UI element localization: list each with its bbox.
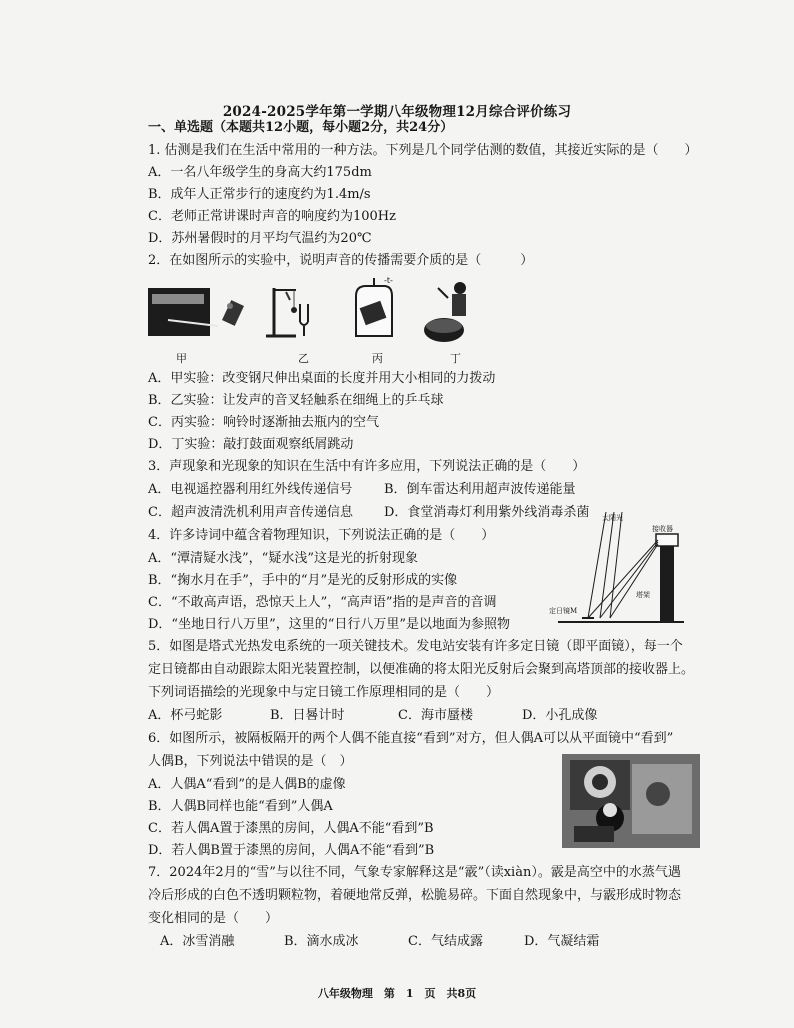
q3-stem: 3．声现象和光现象的知识在生活中有许多应用，下列说法正确的是（ ） — [148, 459, 586, 474]
q3-option-d: D．食堂消毒灯利用紫外线消毒杀菌 — [384, 505, 590, 520]
q2-label-yi: 乙 — [298, 352, 309, 365]
sun-label: 太阳光 — [602, 514, 623, 522]
drum-image — [424, 282, 466, 342]
bell-jar-image — [356, 276, 393, 336]
q7-option-b: B．滴水成冰 — [284, 934, 359, 949]
q7-stem-line3: 变化相同的是（ ） — [148, 911, 279, 926]
q5-option-a: A．杯弓蛇影 — [148, 708, 223, 723]
svg-text:-t-: -t- — [384, 276, 393, 285]
q1-stem: 1. 估测是我们在生活中常用的一种方法。下列是几个同学估测的数值，其接近实际的是（ ） — [148, 143, 698, 158]
q2-label-bing: 丙 — [372, 352, 383, 365]
mirror-label: 定日镜M — [549, 607, 578, 615]
q2-option-a: A．甲实验：改变钢尺伸出桌面的长度并用大小相同的力拨动 — [148, 371, 496, 386]
q5-option-d: D．小孔成像 — [522, 708, 598, 723]
page-title: 2024-2025学年第一学期八年级物理12月综合评价练习 — [222, 104, 572, 120]
q7-option-c: C．气结成露 — [408, 934, 483, 949]
q5-option-c: C．海市蜃楼 — [398, 708, 473, 723]
q3-option-b: B．倒车雷达利用超声波传递能量 — [384, 482, 576, 497]
q4-option-c: C．“不敢高声语，恐惊天上人”，“高声语”指的是声音的音调 — [148, 595, 497, 610]
page-footer: 八年级物理 第 1 页 共8页 — [317, 987, 477, 1000]
q4-option-b: B．“掬水月在手”，手中的“月”是光的反射形成的实像 — [148, 573, 458, 588]
q4-option-a: A．“潭清疑水浅”，“疑水浅”这是光的折射现象 — [148, 551, 418, 566]
tower-label: 塔架 — [636, 591, 650, 599]
q2-option-c: C．丙实验：响铃时逐渐抽去瓶内的空气 — [148, 415, 379, 430]
q7-stem-line1: 7．2024年2月的“雪”与以往不同，气象专家解释这是“霰”（读xiàn）。霰是高空中的水蒸气遇 — [148, 865, 681, 880]
ruler-experiment-image — [148, 288, 244, 336]
q7-option-a: A．冰雪消融 — [160, 934, 235, 949]
q5-option-b: B．日晷计时 — [270, 708, 345, 723]
q4-stem: 4．许多诗词中蕴含着物理知识，下列说法正确的是（ ） — [148, 528, 495, 543]
q5-stem-line3: 下列词语描绘的光现象中与定日镜工作原理相同的是（ ） — [148, 685, 500, 700]
q3-option-a: A．电视遥控器利用红外线传递信号 — [148, 482, 353, 497]
q4-option-d: D．“坐地日行八万里”，这里的“日行八万里”是以地面为参照物 — [148, 617, 511, 632]
puppet-mirror-photo — [562, 754, 700, 848]
q6-stem-line2: 人偶B，下列说法中错误的是（ ） — [148, 754, 353, 769]
section-heading: 一、单选题（本题共12小题，每小题2分，共24分） — [148, 120, 454, 135]
q1-option-c: C．老师正常讲课时声音的响度约为100Hz — [148, 209, 396, 224]
q2-label-jia: 甲 — [176, 352, 187, 365]
q2-stem: 2．在如图所示的实验中，说明声音的传播需要介质的是（ ） — [148, 253, 534, 268]
q2-option-d: D．丁实验：敲打鼓面观察纸屑跳动 — [148, 437, 354, 452]
q1-option-b: B．成年人正常步行的速度约为1.4m/s — [148, 187, 371, 202]
q5-stem-line1: 5．如图是塔式光热发电系统的一项关键技术。发电站安装有许多定日镜（即平面镜），每一个 — [148, 639, 683, 654]
q6-option-d: D．若人偶B置于漆黑的房间，人偶A不能“看到”B — [148, 843, 435, 858]
receiver-label: 接收器 — [652, 525, 673, 533]
q2-option-b: B．乙实验：让发声的音叉轻触系在细绳上的乒乓球 — [148, 393, 444, 408]
q6-stem-line1: 6．如图所示，被隔板隔开的两个人偶不能直接“看到”对方，但人偶A可以从平面镜中“看到” — [148, 731, 674, 746]
q7-option-d: D．气凝结霜 — [524, 934, 600, 949]
q6-option-c: C．若人偶A置于漆黑的房间，人偶A不能“看到”B — [148, 821, 434, 836]
q2-figure — [148, 274, 488, 350]
q1-option-d: D．苏州暑假时的月平均气温约为20℃ — [148, 231, 372, 246]
tuning-fork-image — [266, 288, 308, 336]
q3-option-c: C．超声波清洗机利用声音传递信息 — [148, 505, 353, 520]
q6-option-a: A．人偶A“看到”的是人偶B的虚像 — [148, 777, 346, 792]
q1-option-a: A．一名八年级学生的身高大约175dm — [148, 165, 372, 180]
q6-option-b: B．人偶B同样也能“看到”人偶A — [148, 799, 333, 814]
q5-stem-line2: 定日镜都由自动跟踪太阳光装置控制，以便准确的将太阳光反射后会聚到高塔顶部的接收器上。 — [148, 662, 695, 677]
q2-label-ding: 丁 — [450, 352, 461, 365]
q7-stem-line2: 冷后形成的白色不透明颗粒物，着硬地常反弹，松脆易碎。下面自然现象中，与霰形成时物态 — [148, 888, 682, 903]
